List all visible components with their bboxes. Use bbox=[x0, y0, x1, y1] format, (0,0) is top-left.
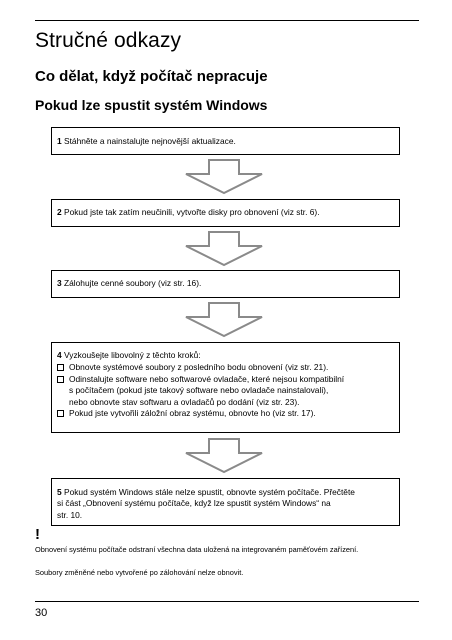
step-text: Stáhněte a nainstalujte nejnovější aktualizace. bbox=[64, 136, 236, 146]
step-number: 3 bbox=[57, 278, 62, 288]
down-arrow-icon bbox=[179, 302, 269, 338]
step-text: Pokud jste tak zatím neučinili, vytvořte disky pro obnovení (viz str. 6). bbox=[64, 207, 320, 217]
checkbox-icon bbox=[57, 376, 64, 383]
option-text: Pokud jste vytvořili záložní obraz systému, obnovte ho (viz str. 17). bbox=[69, 408, 316, 419]
step-text: str. 10. bbox=[57, 509, 83, 520]
option-text: Odinstalujte software nebo softwarové ovladače, které nejsou kompatibilní bbox=[69, 373, 345, 384]
step-number: 4 bbox=[57, 350, 62, 360]
warning-note: Soubory změněné nebo vytvořené po zálohování nelze obnovit. bbox=[35, 568, 244, 577]
page-number: 30 bbox=[35, 607, 48, 619]
down-arrow-icon bbox=[179, 159, 269, 195]
list-item bbox=[57, 374, 393, 408]
down-arrow-icon bbox=[179, 438, 269, 474]
checkbox-icon bbox=[57, 410, 64, 417]
list-item bbox=[57, 408, 393, 419]
step-number: 2 bbox=[57, 207, 62, 217]
step-1-box bbox=[51, 127, 400, 155]
checkbox-icon bbox=[57, 364, 64, 371]
section-heading: Co dělat, když počítač nepracuje bbox=[35, 68, 268, 85]
step-5-box bbox=[51, 478, 400, 526]
option-list bbox=[57, 362, 393, 419]
warning-note: Obnovení systému počítače odstraní všechna data uložená na integrovaném paměťovém zařízení. bbox=[35, 545, 359, 554]
top-rule bbox=[35, 20, 419, 21]
option-text: nebo obnovte stav softwaru a ovladačů po dodání (viz str. 23). bbox=[69, 396, 300, 407]
option-text: s počítačem (pokud jste takový software nebo ovladače nainstalovali), bbox=[69, 385, 329, 396]
step-3-box bbox=[51, 270, 400, 298]
step-2-box bbox=[51, 199, 400, 227]
page-title: Stručné odkazy bbox=[35, 29, 182, 52]
step-text: Pokud systém Windows stále nelze spustit, obnovte systém počítače. Přečtěte bbox=[64, 487, 355, 497]
exclamation-icon: ! bbox=[35, 526, 40, 543]
step-4-box bbox=[51, 342, 400, 433]
down-arrow-icon bbox=[179, 231, 269, 267]
step-text: Vyzkoušejte libovolný z těchto kroků: bbox=[64, 350, 201, 360]
step-text: si část „Obnovení systému počítače, když lze spustit systém Windows“ na bbox=[57, 498, 331, 509]
step-number: 5 bbox=[57, 487, 62, 497]
step-text: Zálohujte cenné soubory (viz str. 16). bbox=[64, 278, 202, 288]
subsection-heading: Pokud lze spustit systém Windows bbox=[35, 97, 268, 113]
bottom-rule bbox=[35, 601, 419, 602]
option-text: Obnovte systémové soubory z posledního bodu obnovení (viz str. 21). bbox=[69, 362, 329, 373]
list-item bbox=[57, 362, 393, 373]
step-number: 1 bbox=[57, 136, 62, 146]
